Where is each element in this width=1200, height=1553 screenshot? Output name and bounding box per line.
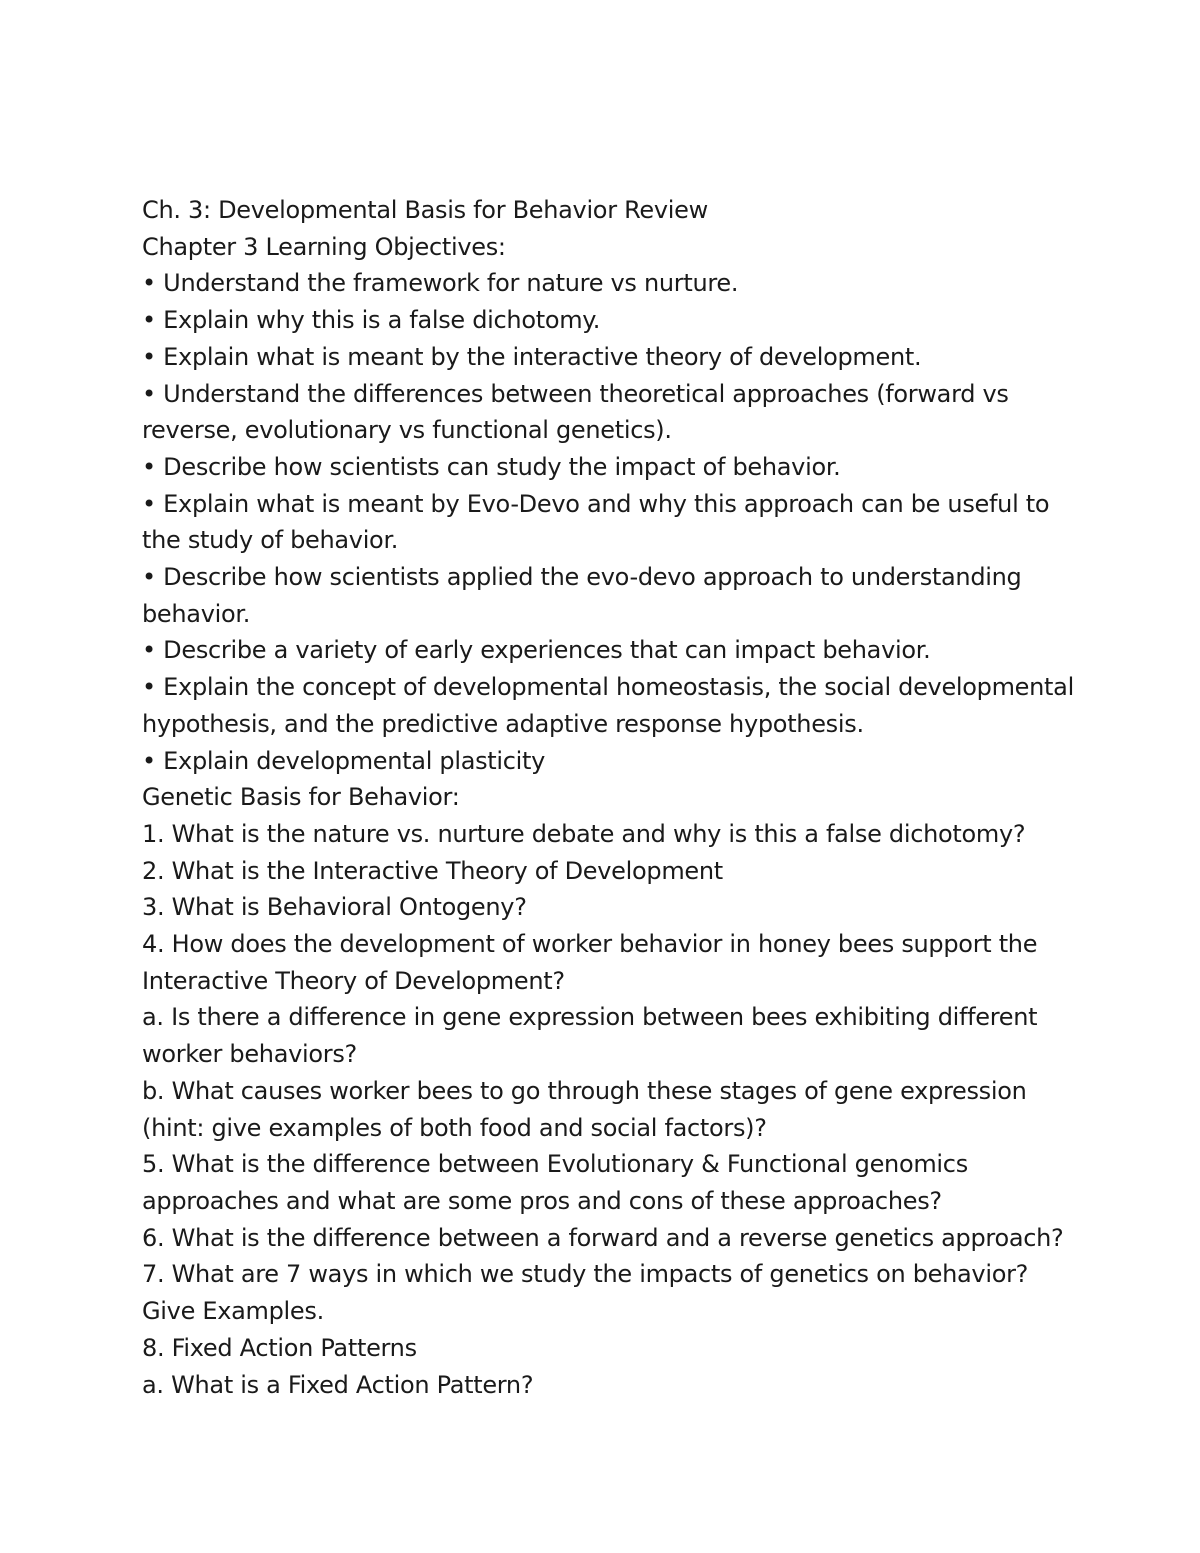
- question-line: (hint: give examples of both food and social factors)?: [142, 1113, 767, 1142]
- question-line: 7. What are 7 ways in which we study the impacts of genetics on behavior?: [142, 1260, 1029, 1289]
- question-line: Give Examples.: [142, 1297, 324, 1326]
- question-line: b. What causes worker bees to go through these stages of gene expression: [142, 1076, 1027, 1105]
- objectives-heading: Chapter 3 Learning Objectives:: [142, 232, 506, 261]
- objective-line: • Understand the framework for nature vs nurture.: [142, 269, 739, 298]
- question-line: a. Is there a difference in gene expression between bees exhibiting different: [142, 1003, 1038, 1032]
- question-line: 4. How does the development of worker behavior in honey bees support the: [142, 930, 1038, 959]
- question-line: worker behaviors?: [142, 1040, 357, 1069]
- objective-line: reverse, evolutionary vs functional genetics).: [142, 416, 672, 445]
- objective-line: • Describe a variety of early experiences that can impact behavior.: [142, 636, 931, 665]
- objective-line: • Explain what is meant by Evo-Devo and why this approach can be useful to: [142, 489, 1050, 518]
- objective-line: • Explain why this is a false dichotomy.: [142, 306, 601, 335]
- objective-line: • Explain the concept of developmental homeostasis, the social developmental: [142, 673, 1074, 702]
- objective-line: • Explain developmental plasticity: [142, 746, 546, 775]
- question-line: 6. What is the difference between a forward and a reverse genetics approach?: [142, 1223, 1064, 1252]
- genetic-basis-heading: Genetic Basis for Behavior:: [142, 783, 460, 812]
- question-line: 5. What is the difference between Evolutionary & Functional genomics: [142, 1150, 968, 1179]
- question-line: 2. What is the Interactive Theory of Development: [142, 856, 723, 885]
- objective-line: • Explain what is meant by the interactive theory of development.: [142, 342, 922, 371]
- question-line: Interactive Theory of Development?: [142, 966, 565, 995]
- question-line: 8. Fixed Action Patterns: [142, 1333, 417, 1362]
- question-line: a. What is a Fixed Action Pattern?: [142, 1370, 534, 1399]
- objective-line: hypothesis, and the predictive adaptive response hypothesis.: [142, 709, 864, 738]
- document-title: Ch. 3: Developmental Basis for Behavior Review: [142, 196, 708, 224]
- document-body: [142, 192, 1082, 1403]
- question-line: 3. What is Behavioral Ontogeny?: [142, 893, 527, 922]
- objective-line: behavior.: [142, 599, 251, 628]
- objective-line: • Understand the differences between theoretical approaches (forward vs: [142, 379, 1009, 408]
- objective-line: • Describe how scientists applied the evo-devo approach to understanding: [142, 563, 1022, 592]
- question-line: approaches and what are some pros and cons of these approaches?: [142, 1186, 942, 1215]
- objective-line: the study of behavior.: [142, 526, 399, 555]
- question-line: 1. What is the nature vs. nurture debate and why is this a false dichotomy?: [142, 819, 1026, 848]
- objective-line: • Describe how scientists can study the impact of behavior.: [142, 452, 841, 481]
